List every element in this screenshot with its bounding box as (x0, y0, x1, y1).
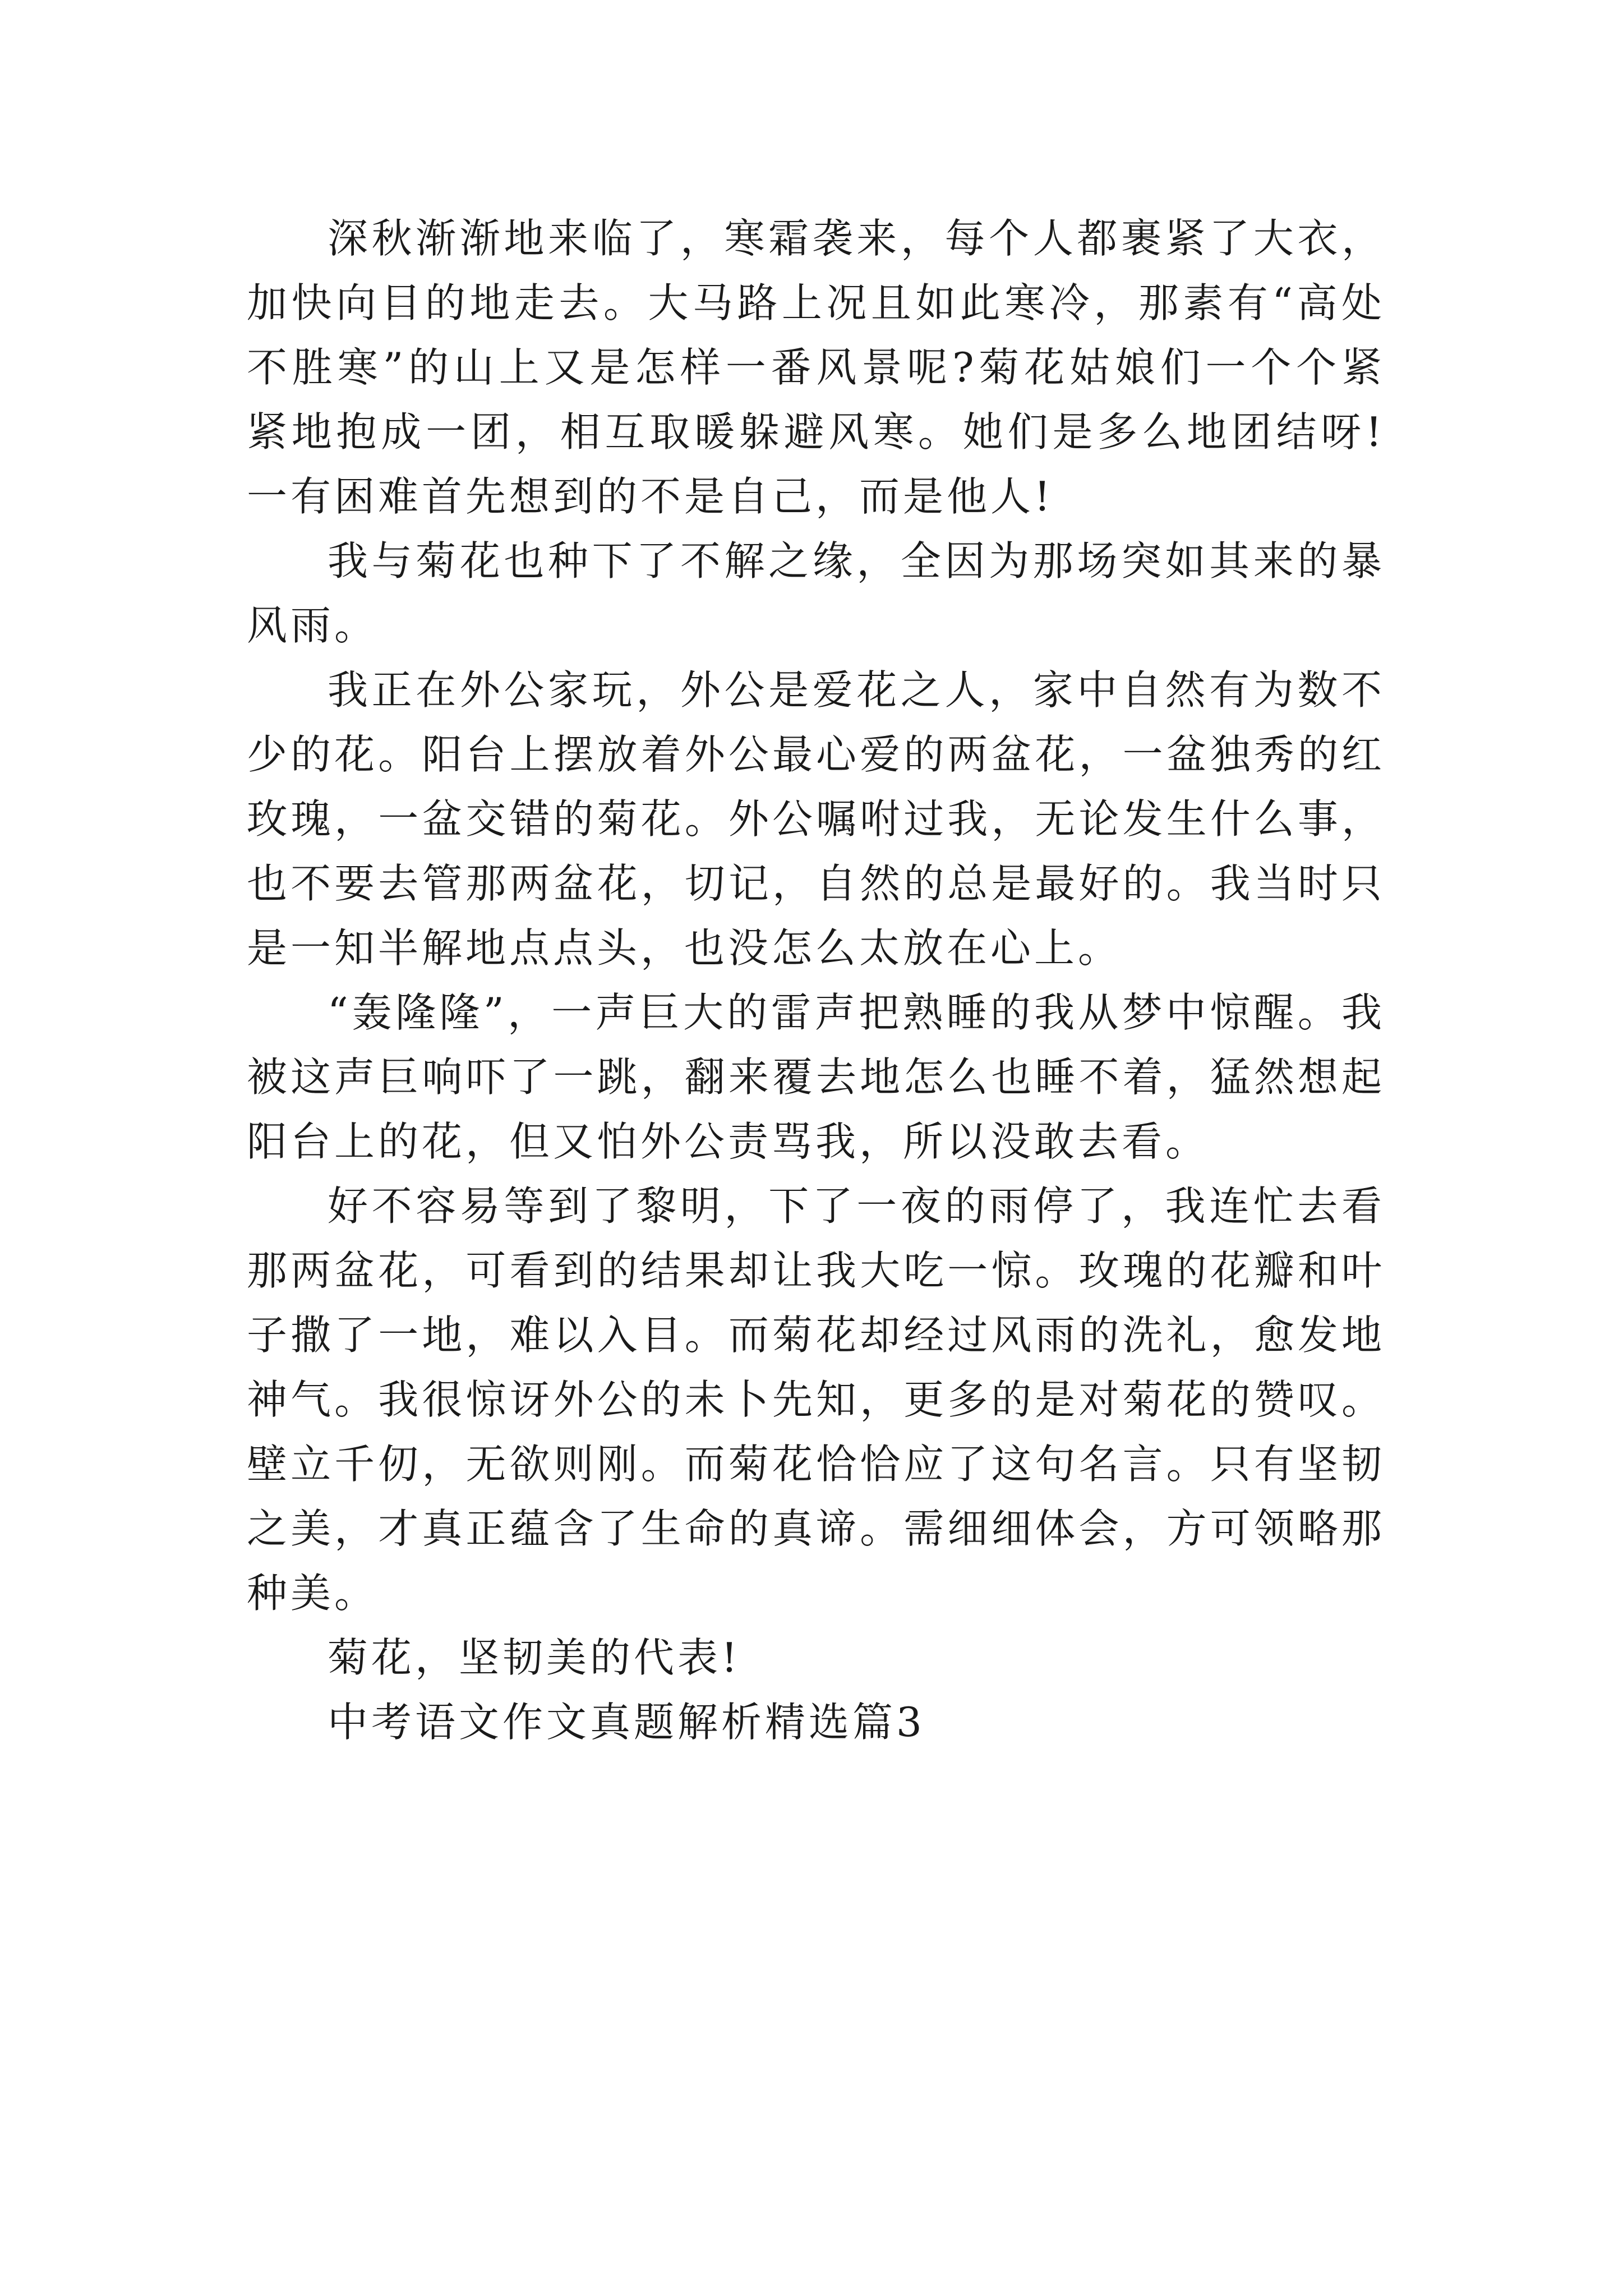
paragraph-5: 好不容易等到了黎明，下了一夜的雨停了，我连忙去看那两盆花，可看到的结果却让我大吃一惊。玫瑰的花瓣和叶子撒了一地，难以入目。而菊花却经过风雨的洗礼，愈发地神气。我很惊讶外公的未卜先知，更多的是对菊花的赞叹。壁立千仞，无欲则刚。而菊花恰恰应了这句名言。只有坚韧之美，才真正蕴含了生命的真谛。需细细体会，方可领略那种美。 (247, 1182, 1385, 1617)
section-heading: 中考语文作文真题解析精选篇3 (328, 1699, 925, 1746)
paragraph-4: “轰隆隆”，一声巨大的雷声把熟睡的我从梦中惊醒。我被这声巨响吓了一跳，翻来覆去地怎么也睡不着，猛然想起阳台上的花，但又怕外公责骂我，所以没敢去看。 (247, 989, 1385, 1165)
document-body (247, 206, 1385, 1755)
paragraph-1: 深秋渐渐地来临了，寒霜袭来，每个人都裹紧了大衣，加快向目的地走去。大马路上况且如此寒冷，那素有“高处不胜寒”的山上又是怎样一番风景呢?菊花姑娘们一个个紧紧地抱成一团，相互取暖躲避风寒。她们是多么地团结呀!一有困难首先想到的不是自己，而是他人! (247, 215, 1385, 520)
paragraph-2: 我与菊花也种下了不解之缘，全因为那场突如其来的暴风雨。 (247, 537, 1385, 649)
paragraph-6: 菊花，坚韧美的代表! (328, 1634, 741, 1681)
paragraph-3: 我正在外公家玩，外公是爱花之人，家中自然有为数不少的花。阳台上摆放着外公最心爱的两盆花，一盆独秀的红玫瑰，一盆交错的菊花。外公嘱咐过我，无论发生什么事，也不要去管那两盆花，切记，自然的总是最好的。我当时只是一知半解地点点头，也没怎么太放在心上。 (247, 666, 1385, 972)
